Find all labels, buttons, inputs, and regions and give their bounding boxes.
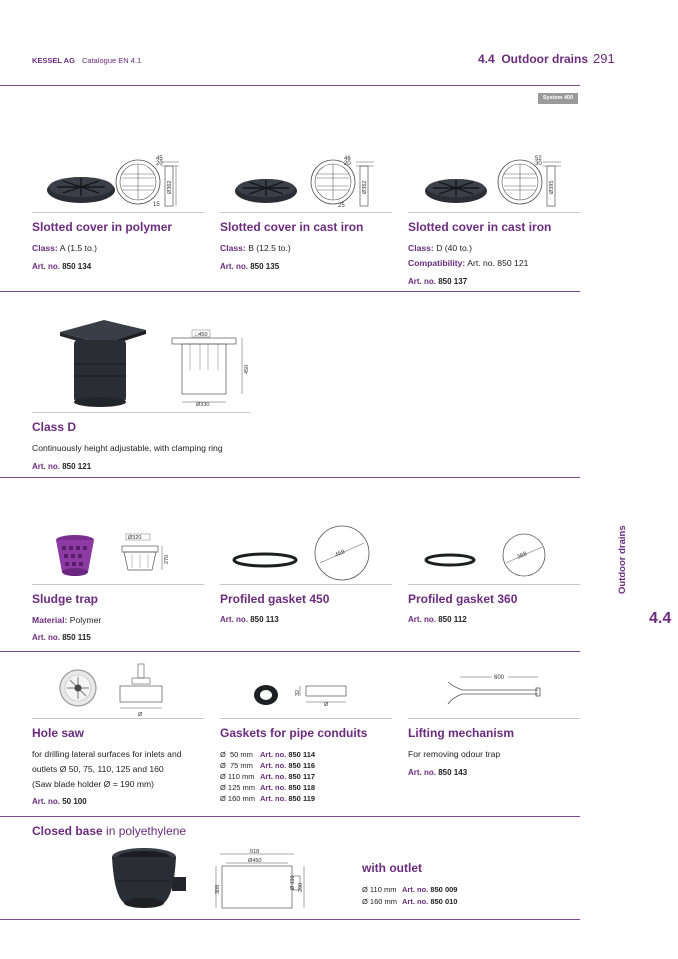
cover-3-title: Slotted cover in cast iron bbox=[408, 220, 552, 234]
cover-2-class bbox=[220, 243, 291, 253]
sludge-trap-art bbox=[32, 633, 91, 642]
rule bbox=[408, 584, 580, 585]
gasket-450-title: Profiled gasket 450 bbox=[220, 592, 330, 606]
art-label: Art. no. bbox=[408, 768, 436, 777]
outlet-title: with outlet bbox=[362, 861, 422, 875]
gasket-450-drawing bbox=[312, 523, 372, 583]
class-label: Class: bbox=[220, 243, 246, 253]
gasket-360-title: Profiled gasket 360 bbox=[408, 592, 518, 606]
art-number: 850 135 bbox=[250, 262, 280, 271]
dim-label: 30 bbox=[535, 161, 542, 167]
outlet-row bbox=[362, 897, 457, 906]
cover-3-compat bbox=[408, 258, 528, 268]
art-number: 850 143 bbox=[438, 768, 468, 777]
dim-label: 290 bbox=[298, 882, 304, 892]
section-title: 4.4 Outdoor drains bbox=[478, 52, 589, 66]
closed-base-title-rest: in polyethylene bbox=[102, 824, 187, 838]
side-tab-number: 4.4 bbox=[649, 610, 672, 627]
art-number: 850 112 bbox=[438, 615, 467, 624]
section-rule bbox=[0, 816, 580, 817]
cover-cast-iron-b-drawing bbox=[308, 152, 398, 212]
dim-label: 45 bbox=[156, 156, 163, 162]
dim-label: 46 bbox=[344, 156, 351, 162]
cover-polymer-image bbox=[45, 170, 117, 206]
gasket-360-image bbox=[424, 553, 476, 567]
system-badge: System 400 bbox=[538, 93, 578, 104]
art-label: Art. no. bbox=[260, 783, 287, 792]
dim-label: Ø 110 bbox=[290, 875, 296, 890]
art-number: 850 010 bbox=[430, 897, 458, 906]
art-label: Art. no. bbox=[32, 633, 60, 642]
art-label: Art. no. bbox=[260, 772, 287, 781]
pipe-gasket-row bbox=[220, 761, 315, 770]
dim-label: Ø bbox=[324, 702, 329, 708]
section-rule bbox=[0, 651, 580, 652]
lifting-title: Lifting mechanism bbox=[408, 726, 515, 740]
outlet-row bbox=[362, 885, 457, 894]
size: Ø 160 mm bbox=[362, 897, 398, 906]
art-label: Art. no. bbox=[220, 262, 248, 271]
art-number: 850 121 bbox=[62, 462, 92, 471]
art-label: Art. no. bbox=[402, 897, 429, 906]
gasket-360-drawing bbox=[500, 531, 548, 579]
dim-label: Ø362 bbox=[362, 180, 368, 194]
pipe-gasket-drawing bbox=[296, 682, 352, 712]
lifting-description: For removing odour trap bbox=[408, 749, 501, 759]
hole-saw-line-1: for drilling lateral surfaces for inlets and bbox=[32, 749, 182, 759]
art-label: Art. no. bbox=[260, 794, 287, 803]
art-label: Art. no. bbox=[408, 277, 436, 286]
cover-3-class bbox=[408, 243, 472, 253]
art-label: Art. no. bbox=[402, 885, 429, 894]
section-rule bbox=[0, 477, 580, 478]
header-rule bbox=[0, 85, 580, 86]
dim-label: 20 bbox=[156, 161, 163, 167]
hole-saw-art bbox=[32, 797, 87, 806]
size: Ø 110 mm bbox=[362, 885, 397, 894]
gasket-450-image bbox=[232, 552, 298, 568]
closed-base-drawing bbox=[210, 846, 310, 916]
dim-label: 52 bbox=[535, 156, 542, 162]
material-label: Material: bbox=[32, 615, 68, 625]
rule bbox=[32, 412, 250, 413]
class-d-image bbox=[58, 318, 148, 408]
art-number: 850 137 bbox=[438, 277, 468, 286]
dim-label: 15 bbox=[153, 202, 160, 208]
art-number: 850 118 bbox=[288, 783, 316, 792]
dim-label: Ø bbox=[138, 712, 143, 718]
hole-saw-line-2: outlets Ø 50, 75, 110, 125 and 160 bbox=[32, 764, 164, 774]
dim-label: Ø330 bbox=[196, 402, 210, 408]
closed-base-title bbox=[32, 824, 186, 838]
sludge-trap-material bbox=[32, 615, 101, 625]
dim-label: 32 bbox=[295, 689, 301, 696]
dim-label: Ø320 bbox=[128, 535, 142, 541]
compat-value: Art. no. 850 121 bbox=[467, 258, 529, 268]
rule bbox=[220, 212, 392, 213]
class-d-drawing bbox=[170, 330, 250, 410]
art-number: 850 134 bbox=[62, 262, 92, 271]
cover-polymer-drawing bbox=[113, 152, 203, 212]
sludge-trap-image bbox=[54, 534, 96, 578]
dim-label: 308 bbox=[215, 884, 221, 894]
art-number: 850 117 bbox=[288, 772, 316, 781]
dim-label: 450 bbox=[244, 364, 250, 374]
material-value: Polymer bbox=[69, 615, 102, 625]
gasket-360-art bbox=[408, 615, 467, 624]
compat-label: Compatibility: bbox=[408, 258, 466, 268]
lifting-art bbox=[408, 768, 467, 777]
class-label: Class: bbox=[408, 243, 434, 253]
dim-label: 25 bbox=[338, 203, 345, 209]
cover-2-title: Slotted cover in cast iron bbox=[220, 220, 364, 234]
dim-label: □450 bbox=[195, 332, 208, 338]
art-number: 850 114 bbox=[288, 750, 316, 759]
class-value: A (1.5 to.) bbox=[59, 243, 97, 253]
rule bbox=[408, 718, 580, 719]
art-label: Art. no. bbox=[32, 797, 60, 806]
class-value: B (12.5 to.) bbox=[248, 243, 291, 253]
pipe-gasket-row bbox=[220, 794, 315, 803]
rule bbox=[32, 212, 204, 213]
page-number: 291 bbox=[593, 51, 615, 66]
size: Ø 125 mm bbox=[220, 783, 256, 792]
class-value: D (40 to.) bbox=[436, 243, 473, 253]
size: Ø 50 mm bbox=[220, 750, 253, 759]
hole-saw-line-3: (Saw blade holder Ø = 190 mm) bbox=[32, 779, 155, 789]
cover-3-art bbox=[408, 277, 467, 286]
lifting-mechanism-drawing bbox=[446, 672, 546, 710]
dim-label: Ø450 bbox=[248, 858, 262, 864]
art-label: Art. no. bbox=[260, 750, 287, 759]
hole-saw-drawing bbox=[118, 662, 168, 720]
cover-2-art bbox=[220, 262, 279, 271]
catalogue-label: Catalogue EN 4.1 bbox=[82, 56, 142, 65]
art-number: 850 115 bbox=[62, 633, 91, 642]
dim-label: 20 bbox=[344, 161, 351, 167]
cover-1-title: Slotted cover in polymer bbox=[32, 220, 173, 234]
pipe-gasket-row bbox=[220, 750, 315, 759]
class-label: Class: bbox=[32, 243, 58, 253]
rule bbox=[220, 718, 392, 719]
rule bbox=[32, 718, 204, 719]
dim-label: Ø395 bbox=[549, 180, 555, 194]
dim-label: Ø362 bbox=[167, 180, 173, 194]
rule bbox=[408, 212, 580, 213]
company-name: KESSEL AG bbox=[32, 56, 75, 65]
class-d-description: Continuously height adjustable, with clamping ring bbox=[32, 443, 223, 453]
cover-cast-iron-d-drawing bbox=[495, 152, 580, 212]
pipe-gasket-row bbox=[220, 772, 315, 781]
sludge-trap-title: Sludge trap bbox=[32, 592, 99, 606]
size: Ø 110 mm bbox=[220, 772, 255, 781]
pipe-gasket-row bbox=[220, 783, 315, 792]
rule bbox=[32, 584, 204, 585]
dim-label: 368 bbox=[516, 551, 528, 561]
size: Ø 75 mm bbox=[220, 761, 253, 770]
side-tab-label: Outdoor drains bbox=[617, 525, 628, 594]
dim-label: 270 bbox=[164, 554, 170, 564]
size: Ø 160 mm bbox=[220, 794, 256, 803]
cover-cast-iron-d-image bbox=[423, 172, 489, 206]
hole-saw-title: Hole saw bbox=[32, 726, 85, 740]
closed-base-title-bold: Closed base bbox=[32, 824, 103, 838]
art-number: 850 116 bbox=[288, 761, 316, 770]
class-d-art bbox=[32, 462, 91, 471]
pipe-gasket-image bbox=[252, 683, 280, 707]
dim-label: 518 bbox=[250, 849, 260, 855]
art-label: Art. no. bbox=[408, 615, 436, 624]
cover-1-class bbox=[32, 243, 97, 253]
art-number: 850 009 bbox=[430, 885, 458, 894]
closed-base-image bbox=[108, 845, 188, 913]
section-rule bbox=[0, 291, 580, 292]
art-number: 850 119 bbox=[288, 794, 316, 803]
section-rule bbox=[0, 919, 580, 920]
hole-saw-image bbox=[58, 668, 98, 708]
pipe-gaskets-title: Gaskets for pipe conduits bbox=[220, 726, 368, 740]
art-label: Art. no. bbox=[32, 262, 60, 271]
sludge-trap-drawing bbox=[118, 532, 168, 574]
art-label: Art. no. bbox=[260, 761, 287, 770]
dim-label: 458 bbox=[334, 549, 346, 559]
dim-label: 600 bbox=[494, 675, 505, 681]
art-label: Art. no. bbox=[32, 462, 60, 471]
art-number: 850 113 bbox=[250, 615, 279, 624]
rule bbox=[220, 584, 392, 585]
art-label: Art. no. bbox=[220, 615, 248, 624]
class-d-title: Class D bbox=[32, 420, 77, 434]
cover-cast-iron-b-image bbox=[233, 172, 299, 206]
cover-1-art bbox=[32, 262, 91, 271]
gasket-450-art bbox=[220, 615, 279, 624]
art-number: 50 100 bbox=[62, 797, 87, 806]
